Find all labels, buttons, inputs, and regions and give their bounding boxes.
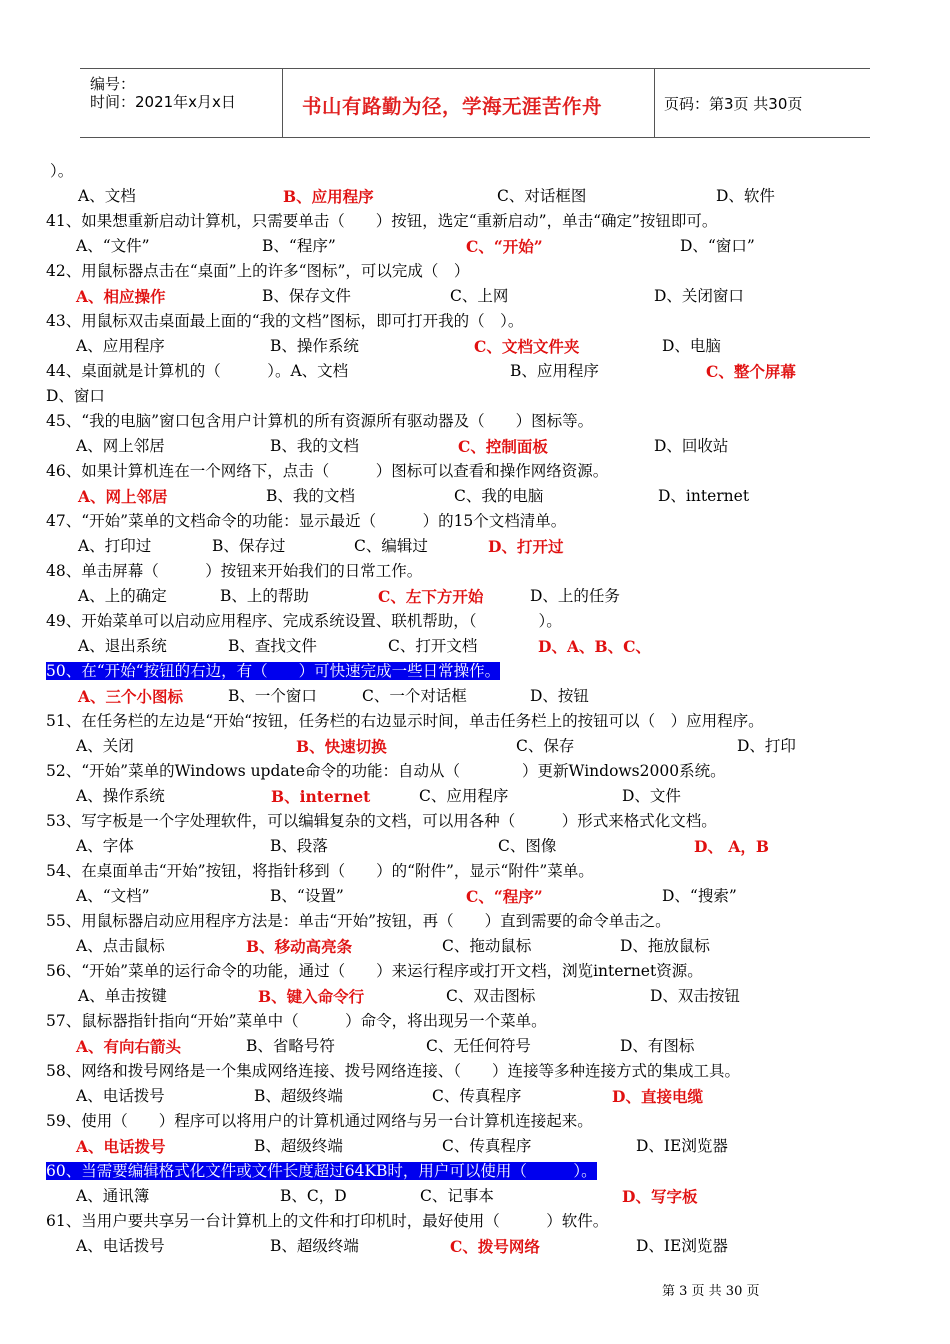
- answer-option-correct: B、应用程序: [283, 187, 374, 206]
- question-text: 55、用鼠标器启动应用程序方法是：单击“开始”按钮，再（ ）直到需要的命令单击之。: [46, 912, 671, 930]
- answer-option: A、打印过: [78, 537, 152, 555]
- answer-option-correct: D、A、B、C、: [538, 637, 651, 656]
- answer-option-correct: C、“开始”: [466, 237, 543, 256]
- answer-option: D、回收站: [654, 437, 729, 455]
- answer-option-correct: A、三个小图标: [78, 687, 184, 706]
- answer-option-correct: C、控制面板: [458, 437, 548, 456]
- question-text: 59、使用（ ）程序可以将用户的计算机通过网络与另一台计算机连接起来。: [46, 1112, 593, 1130]
- question-text: 41、如果想重新启动计算机，只需要单击（ ）按钮，选定“重新启动”，单击“确定”按钮即可。: [46, 212, 718, 230]
- answer-option-correct: C、拨号网络: [450, 1237, 540, 1256]
- answer-option: A、文档: [78, 187, 136, 205]
- page-footer: 第 3 页 共 30 页: [662, 1284, 760, 1299]
- answer-option: D、软件: [716, 187, 775, 205]
- answer-option: D、有图标: [620, 1037, 695, 1055]
- answer-option: B、一个窗口: [228, 687, 317, 705]
- answer-option-correct: A、有向右箭头: [76, 1037, 182, 1056]
- answer-option: D、“搜索”: [662, 887, 737, 905]
- question-text: 43、用鼠标双击桌面最上面的“我的文档”图标，即可打开我的（ ）。: [46, 312, 524, 330]
- answer-option: B、上的帮助: [220, 587, 309, 605]
- answer-option: B、“程序”: [262, 237, 336, 255]
- answer-option: C、无任何符号: [426, 1037, 531, 1055]
- question-text: 53、写字板是一个字处理软件，可以编辑复杂的文档，可以用各种（ ）形式来格式化文档。: [46, 812, 717, 830]
- answer-option: C、记事本: [420, 1187, 494, 1205]
- answer-option: C、上网: [450, 287, 509, 305]
- question-text: 57、鼠标器指针指向“开始”菜单中（ ）命令，将出现另一个菜单。: [46, 1012, 547, 1030]
- answer-option: A、点击鼠标: [76, 937, 165, 955]
- answer-option: D、拖放鼠标: [620, 937, 710, 955]
- answer-option-correct: C、左下方开始: [378, 587, 484, 606]
- answer-option: A、通讯簿: [76, 1187, 150, 1205]
- answer-option-correct: B、移动高亮条: [246, 937, 353, 956]
- answer-option: B、我的文档: [270, 437, 359, 455]
- answer-option: D、“窗口”: [680, 237, 755, 255]
- answer-option: B、段落: [270, 837, 328, 855]
- answer-option: B、应用程序: [510, 362, 599, 380]
- answer-option: A、电话拨号: [76, 1237, 165, 1255]
- answer-option: D、双击按钮: [650, 987, 740, 1005]
- answer-option: B、“设置”: [270, 887, 344, 905]
- answer-option: C、对话框图: [497, 187, 587, 205]
- header-motto: 书山有路勤为径，学海无涯苦作舟: [302, 95, 603, 118]
- question-text: 51、在任务栏的左边是“开始“按钮，任务栏的右边显示时间，单击任务栏上的按钮可以（ ）应用程序。: [46, 712, 764, 730]
- answer-option: C、双击图标: [446, 987, 536, 1005]
- answer-option: A、关闭: [76, 737, 134, 755]
- answer-option: A、应用程序: [76, 337, 165, 355]
- header-date: 时间：2021年x月x日: [90, 93, 236, 111]
- header-divider-left: [282, 69, 283, 137]
- answer-option: 44、桌面就是计算机的（ ）。A、文档: [46, 362, 349, 380]
- answer-option: A、电话拨号: [76, 1087, 165, 1105]
- question-text: D、窗口: [46, 387, 105, 405]
- question-text: 49、开始菜单可以启动应用程序、完成系统设置、联机帮助，（ ）。: [46, 612, 562, 630]
- question-text: 56、“开始”菜单的运行命令的功能，通过（ ）来运行程序或打开文档，浏览internet资源。: [46, 962, 703, 980]
- answer-option: C、打开文档: [388, 637, 478, 655]
- answer-option: B、保存过: [212, 537, 286, 555]
- answer-option: A、字体: [76, 837, 134, 855]
- answer-option: B、保存文件: [262, 287, 351, 305]
- answer-option: D、文件: [622, 787, 681, 805]
- answer-option: D、电脑: [662, 337, 721, 355]
- answer-option: B、查找文件: [228, 637, 317, 655]
- answer-option: A、网上邻居: [76, 437, 165, 455]
- answer-option: C、一个对话框: [362, 687, 467, 705]
- question-text: [46, 661, 500, 682]
- answer-option-correct: C、“程序”: [466, 887, 543, 906]
- answer-option: A、单击按键: [78, 987, 167, 1005]
- answer-option-correct: C、整个屏幕: [706, 362, 796, 381]
- header-divider-right: [654, 69, 655, 137]
- answer-option: D、打印: [737, 737, 796, 755]
- answer-option-correct: C、文档文件夹: [474, 337, 580, 356]
- answer-option: B、省略号符: [246, 1037, 335, 1055]
- page-header: [80, 68, 870, 138]
- question-text: 48、单击屏幕（ ）按钮来开始我们的日常工作。: [46, 562, 423, 580]
- answer-option: B、超级终端: [254, 1087, 343, 1105]
- answer-option: D、internet: [658, 487, 750, 505]
- answer-option: C、应用程序: [419, 787, 509, 805]
- answer-option: D、按钮: [530, 687, 589, 705]
- answer-option-correct: B、快速切换: [296, 737, 387, 756]
- answer-option-correct: D、写字板: [622, 1187, 698, 1206]
- answer-option: A、上的确定: [78, 587, 167, 605]
- answer-option: A、“文档”: [76, 887, 150, 905]
- answer-option: C、保存: [516, 737, 575, 755]
- question-text: [46, 1161, 597, 1182]
- answer-option: A、操作系统: [76, 787, 165, 805]
- answer-option-correct: A、相应操作: [76, 287, 166, 306]
- answer-option-correct: D、打开过: [488, 537, 564, 556]
- question-text: ）。: [50, 162, 74, 180]
- answer-option: B、我的文档: [266, 487, 355, 505]
- answer-option: B、C，D: [280, 1187, 347, 1205]
- question-text: 52、“开始”菜单的Windows update命令的功能：自动从（ ）更新Windows2000系统。: [46, 762, 726, 780]
- answer-option: D、IE浏览器: [636, 1137, 728, 1155]
- question-text: 58、网络和拨号网络是一个集成网络连接、拨号网络连接、（ ）连接等多种连接方式的集成工具。: [46, 1062, 740, 1080]
- answer-option: C、图像: [498, 837, 557, 855]
- answer-option-correct: B、internet: [271, 787, 371, 806]
- answer-option: C、传真程序: [432, 1087, 522, 1105]
- answer-option: D、上的任务: [530, 587, 620, 605]
- answer-option-correct: D、 A，B: [694, 837, 769, 856]
- question-text: 46、如果计算机连在一个网络下，点击（ ）图标可以查看和操作网络资源。: [46, 462, 609, 480]
- answer-option: C、拖动鼠标: [442, 937, 532, 955]
- question-text: 42、用鼠标器点击在“桌面”上的许多“图标”，可以完成（ ）: [46, 262, 470, 280]
- answer-option-correct: B、键入命令行: [258, 987, 365, 1006]
- answer-option-correct: A、电话拨号: [76, 1137, 166, 1156]
- answer-option: B、操作系统: [270, 337, 359, 355]
- answer-option: C、编辑过: [354, 537, 428, 555]
- answer-option-correct: D、直接电缆: [612, 1087, 703, 1106]
- answer-option: C、传真程序: [442, 1137, 532, 1155]
- question-text: 47、“开始”菜单的文档命令的功能：显示最近（ ）的15个文档清单。: [46, 512, 567, 530]
- answer-option-correct: A、网上邻居: [78, 487, 168, 506]
- header-number-label: 编号：: [90, 75, 136, 93]
- question-text: 54、在桌面单击“开始”按钮，将指针移到（ ）的“附件”，显示“附件”菜单。: [46, 862, 594, 880]
- answer-option: B、超级终端: [270, 1237, 359, 1255]
- question-text: 61、当用户要共享另一台计算机上的文件和打印机时，最好使用（ ）软件。: [46, 1212, 609, 1230]
- highlighted-question: 50、在“开始“按钮的右边，有（ ）可快速完成一些日常操作。: [46, 662, 501, 680]
- answer-option: A、“文件”: [76, 237, 150, 255]
- answer-option: D、关闭窗口: [654, 287, 744, 305]
- answer-option: D、IE浏览器: [636, 1237, 728, 1255]
- answer-option: C、我的电脑: [454, 487, 544, 505]
- answer-option: A、退出系统: [78, 637, 167, 655]
- highlighted-question: 60、当需要编辑格式化文件或文件长度超过64KB时，用户可以使用（ ）。: [46, 1162, 597, 1180]
- answer-option: B、超级终端: [254, 1137, 343, 1155]
- header-page-info: 页码：第3页 共30页: [664, 95, 803, 113]
- question-text: 45、“我的电脑”窗口包含用户计算机的所有资源所有驱动器及（ ）图标等。: [46, 412, 594, 430]
